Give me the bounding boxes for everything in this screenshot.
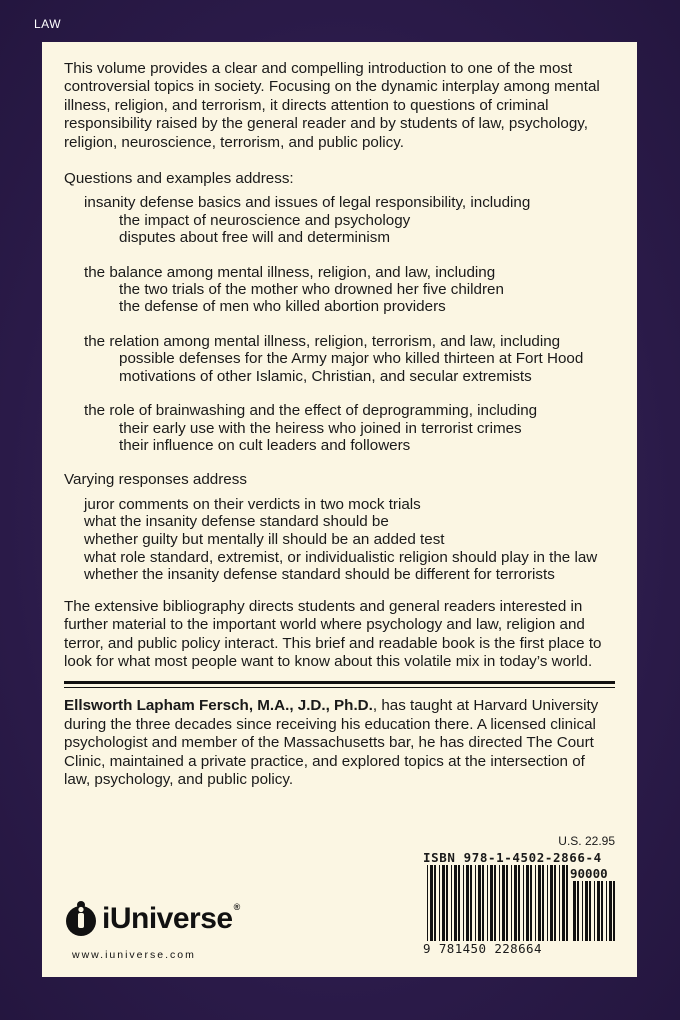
publisher-url: www.iuniverse.com: [72, 949, 196, 961]
barcode-bar: [594, 881, 595, 941]
barcode-bar: [577, 881, 579, 941]
barcode-bar: [466, 865, 469, 941]
barcode-bar: [446, 865, 448, 941]
barcode-bar: [550, 865, 553, 941]
question-lead: the balance among mental illness, religion, and law, including: [84, 263, 496, 281]
barcode-bar: [585, 881, 588, 941]
barcode-bar: [490, 865, 493, 941]
barcode-bar: [609, 881, 612, 941]
barcode-bar: [458, 865, 460, 941]
barcode-bar: [613, 881, 615, 941]
intro-paragraph: This volume provides a clear and compelling introduction to one of the most controversial topics in society. Focusing on the dynamic interplay among mental illness, religion, and terrorism, it directs attention to questions of criminal responsibility raised by the general reader and by students of law, psychology, religion, neuroscience, terrorism, and public policy.: [64, 60, 600, 151]
section-divider: [64, 681, 615, 688]
barcode-bar: [434, 865, 436, 941]
question-sub: the two trials of the mother who drowned her five children: [119, 281, 504, 299]
isbn-label: ISBN 978-1-4502-2866-4: [423, 850, 602, 865]
bibliography-paragraph: The extensive bibliography directs students and general readers interested in further material to the important world where psychology and law, religion and terror, and public policy interact. This brief and readable book is the first place to look for what most people want to know about this volatile mix in today’s world.: [64, 597, 602, 670]
question-sub: their early use with the heiress who joined in terrorist crimes: [119, 419, 522, 437]
barcode-bar: [511, 865, 512, 941]
back-cover-panel: [42, 42, 637, 977]
author-name: Ellsworth Lapham Fersch, M.A., J.D., Ph.D.: [64, 697, 373, 715]
barcode-bar: [470, 865, 472, 941]
barcode-bar: [506, 865, 508, 941]
barcode-bar: [502, 865, 505, 941]
question-lead: insanity defense basics and issues of legal responsibility, including: [84, 194, 531, 212]
barcode-bar: [523, 865, 524, 941]
barcode-bar: [430, 865, 433, 941]
barcode-bar: [439, 865, 440, 941]
publisher-logo: [64, 900, 240, 938]
responses-heading: Varying responses address: [64, 471, 247, 489]
questions-heading: Questions and examples address:: [64, 170, 294, 188]
price-label: U.S. 22.95: [558, 834, 615, 848]
response-item: whether the insanity defense standard should be different for terrorists: [84, 566, 555, 584]
question-lead: the relation among mental illness, religion, terrorism, and law, including: [84, 332, 561, 350]
iuniverse-logo-icon: [64, 900, 98, 938]
question-sub: motivations of other Islamic, Christian, and secular extremists: [119, 367, 532, 385]
barcode-bar: [573, 881, 576, 941]
barcode-bar: [454, 865, 457, 941]
barcode-bar: [554, 865, 556, 941]
barcode-bar: [478, 865, 481, 941]
publisher-name: iUniverse®: [102, 902, 240, 935]
barcode-bar: [487, 865, 488, 941]
barcode-bar: [482, 865, 484, 941]
barcode-bar: [475, 865, 476, 941]
question-item: [84, 264, 615, 316]
barcode-bar: [542, 865, 544, 941]
barcode-bar: [442, 865, 445, 941]
question-lead: the role of brainwashing and the effect of deprogramming, including: [84, 402, 538, 420]
response-item: what role standard, extremist, or individualistic religion should play in the law: [84, 548, 598, 566]
question-sub: the impact of neuroscience and psychology: [119, 211, 411, 229]
barcode-bar: [597, 881, 600, 941]
barcode-bar: [547, 865, 548, 941]
barcode-bar: [494, 865, 496, 941]
question-sub: disputes about free will and determinism: [119, 229, 390, 247]
barcode-bar: [535, 865, 536, 941]
barcode-bar: [589, 881, 591, 941]
barcode-bar: [514, 865, 517, 941]
barcode-bar: [530, 865, 532, 941]
barcode-bar: [582, 881, 583, 941]
responses-list: [84, 496, 615, 584]
question-item: [84, 194, 615, 246]
author-bio: [64, 697, 615, 789]
barcode-bar: [451, 865, 452, 941]
question-item: [84, 333, 615, 385]
barcode-bar: [427, 865, 428, 941]
barcode-addon-digits: 90000: [570, 866, 608, 881]
author-bio-text: , has taught at Harvard University during the three decades since receiving his education there. A licensed clinical psychologist and member of the Massachusetts bar, he has directed The Court Clinic, maintained a private practice, and explored topics at the intersection of law, psychology, and public policy.: [64, 697, 599, 788]
barcode-bar: [559, 865, 560, 941]
barcode-bar: [606, 881, 607, 941]
barcode-bar: [562, 865, 565, 941]
question-sub: their influence on cult leaders and followers: [119, 436, 411, 454]
question-item: [84, 402, 615, 454]
response-item: whether guilty but mentally ill should be an added test: [84, 530, 445, 548]
question-sub: possible defenses for the Army major who killed thirteen at Fort Hood: [119, 350, 584, 368]
barcode-bar: [538, 865, 541, 941]
question-sub: the defense of men who killed abortion providers: [119, 298, 446, 316]
barcode-bar: [518, 865, 520, 941]
category-label: LAW: [34, 17, 62, 31]
barcode-bar: [499, 865, 500, 941]
barcode-digits: 9 781450 228664: [423, 941, 542, 956]
barcode-bar: [566, 865, 568, 941]
response-item: what the insanity defense standard should be: [84, 513, 389, 531]
response-item: juror comments on their verdicts in two mock trials: [84, 495, 421, 513]
barcode-bar: [526, 865, 529, 941]
barcode-bar: [601, 881, 603, 941]
barcode-bar: [463, 865, 464, 941]
